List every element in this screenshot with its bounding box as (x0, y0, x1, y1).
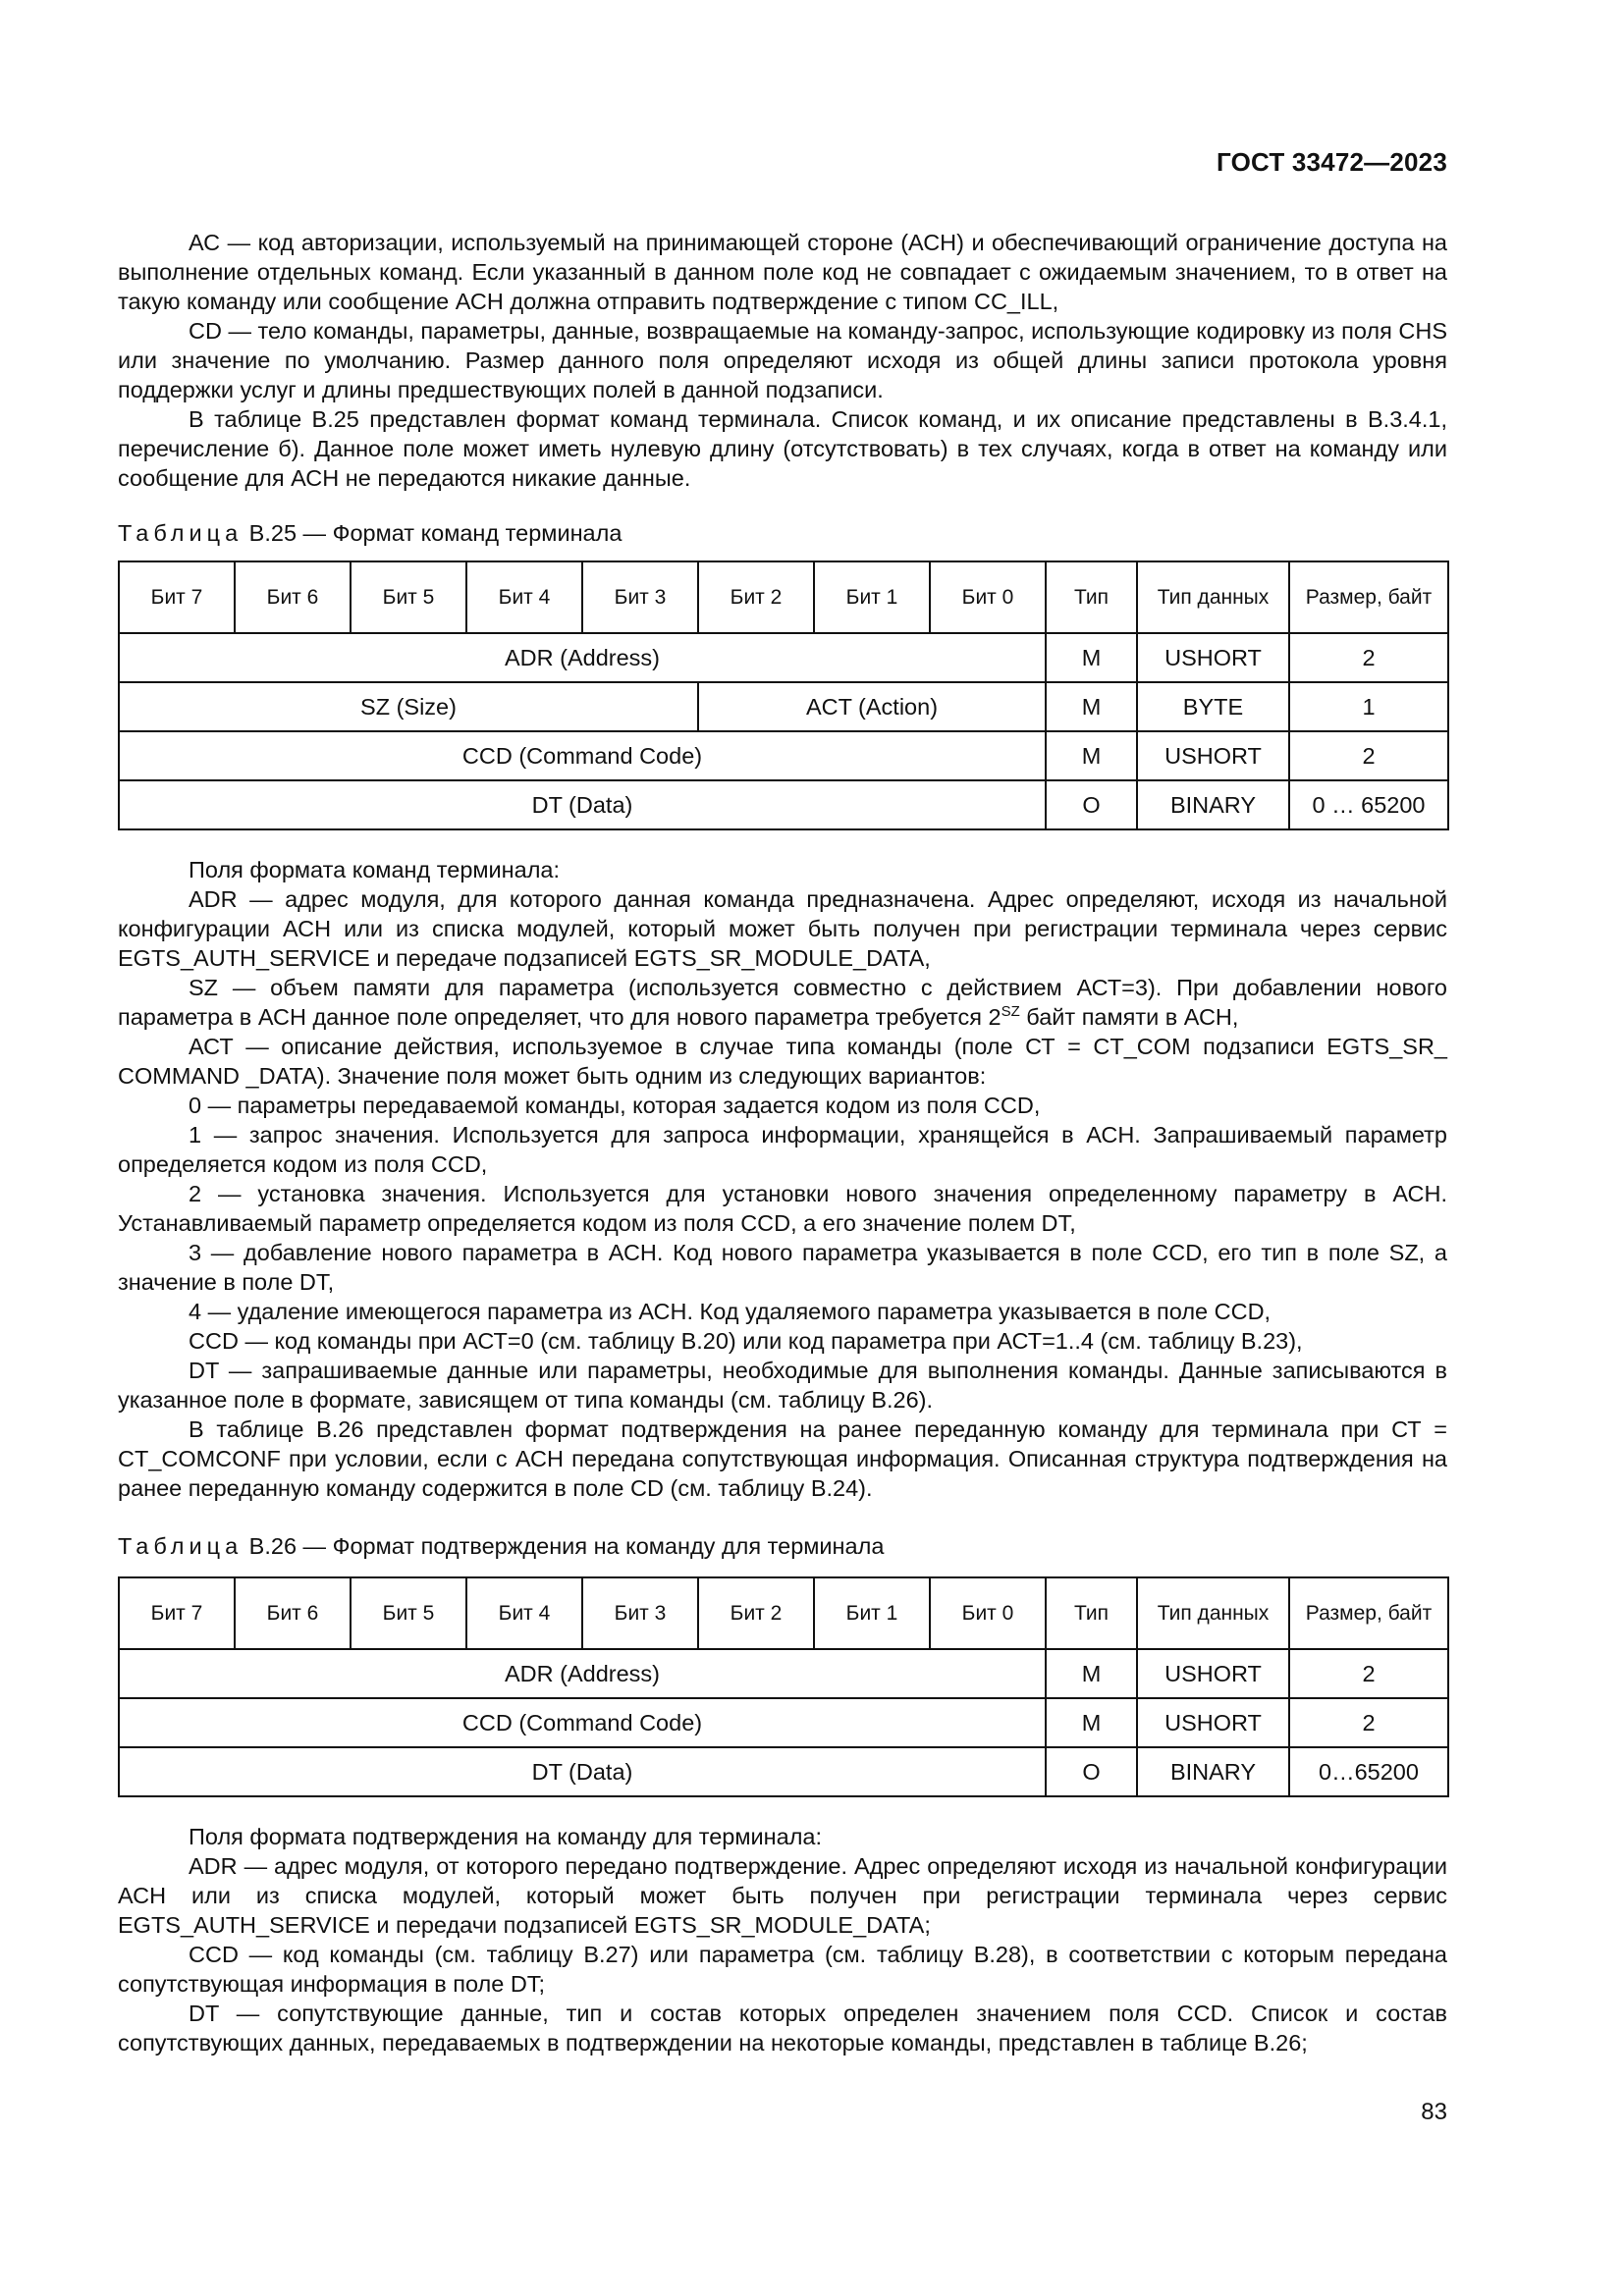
size-cell: 2 (1289, 1649, 1448, 1698)
table-b25 (118, 561, 1449, 830)
paragraph: 2 — установка значения. Используется для установки нового значения определенному параметру в АСН. Устанавливаемый параметр определяется кодом из поля CCD, а его значение полем DT, (118, 1181, 1447, 1236)
header-cell: Бит 3 (582, 1577, 698, 1649)
field-cell: ACT (Action) (698, 682, 1046, 731)
data-type-cell: BINARY (1137, 1747, 1289, 1796)
table-row (119, 1698, 1448, 1747)
header-cell: Бит 0 (930, 561, 1046, 633)
type-cell: O (1046, 780, 1137, 829)
header-cell: Размер, байт (1289, 1577, 1448, 1649)
paragraph: В таблице В.25 представлен формат команд терминала. Список команд, и их описание представлены в В.3.4.1, перечисление б). Данное поле может иметь нулевую длину (отсутствовать) в тех случаях, когда в ответ на команду или сообщение для АСН не передаются никакие данные. (118, 406, 1447, 491)
caption-prefix: Таблица (118, 520, 244, 546)
table-row (119, 633, 1448, 682)
table-row (119, 780, 1448, 829)
field-cell: DT (Data) (119, 1747, 1046, 1796)
header-cell: Тип (1046, 561, 1137, 633)
table-b26-caption (118, 1533, 884, 1560)
header-cell: Тип (1046, 1577, 1137, 1649)
field-cell: CCD (Command Code) (119, 731, 1046, 780)
header-cell: Бит 4 (466, 561, 582, 633)
paragraph: CCD — код команды при АСТ=0 (см. таблицу В.20) или код параметра при АСТ=1..4 (см. таблицу В.23), (189, 1328, 1303, 1354)
caption-text: В.25 — Формат команд терминала (243, 520, 623, 546)
table-header-row (119, 561, 1448, 633)
table-row (119, 731, 1448, 780)
header-cell: Бит 1 (814, 561, 930, 633)
paragraph: 0 — параметры передаваемой команды, которая задается кодом из поля CCD, (189, 1093, 1041, 1118)
caption-text: В.26 — Формат подтверждения на команду для терминала (243, 1533, 885, 1559)
data-type-cell: BYTE (1137, 682, 1289, 731)
paragraph: В таблице В.26 представлен формат подтверждения на ранее переданную команду для терминала при СТ = CT_COMCONF при условии, если с АСН передана сопутствующая информация. Описанная структура подтверждения на ранее переданную команду содержится в поле CD (см. таблицу В.24). (118, 1416, 1447, 1501)
header-cell: Бит 3 (582, 561, 698, 633)
header-cell: Тип данных (1137, 1577, 1289, 1649)
field-cell: ADR (Address) (119, 1649, 1046, 1698)
field-cell: SZ (Size) (119, 682, 698, 731)
data-type-cell: USHORT (1137, 1649, 1289, 1698)
header-cell: Бит 2 (698, 561, 814, 633)
caption-prefix: Таблица (118, 1533, 244, 1559)
header-cell: Бит 7 (119, 561, 235, 633)
field-cell: ADR (Address) (119, 633, 1046, 682)
paragraph (118, 973, 1447, 1032)
header-cell: Бит 2 (698, 1577, 814, 1649)
size-cell: 2 (1289, 633, 1448, 682)
header-cell: Бит 1 (814, 1577, 930, 1649)
fields-b25-text (118, 855, 1447, 1503)
size-cell: 0 … 65200 (1289, 780, 1448, 829)
text-span: байт памяти в АСН, (1019, 1004, 1239, 1030)
header-cell: Бит 4 (466, 1577, 582, 1649)
paragraph: Поля формата подтверждения на команду для терминала: (189, 1824, 823, 1849)
table-header-row (119, 1577, 1448, 1649)
paragraph: АС — код авторизации, используемый на принимающей стороне (АСН) и обеспечивающий ограничение доступа на выполнение отдельных команд. Если указанный в данном поле код не совпадает с ожидаемым значением, то в ответ на такую команду или сообщение АСН должна отправить подтверждение с типом СС_ILL, (118, 230, 1447, 314)
text-span: SZ — объем памяти для параметра (используется совместно с действием АСТ=3). При добавлении нового параметра в АСН данное поле определяет, что для нового параметра требуется 2 (118, 975, 1447, 1030)
header-cell: Бит 6 (235, 1577, 351, 1649)
type-cell: M (1046, 682, 1137, 731)
fields-b26-text (118, 1822, 1447, 2057)
type-cell: M (1046, 731, 1137, 780)
field-cell: DT (Data) (119, 780, 1046, 829)
size-cell: 2 (1289, 1698, 1448, 1747)
paragraph: DT — сопутствующие данные, тип и состав которых определен значением поля CCD. Список и состав сопутствующих данных, передаваемых в подтверждении на некоторые команды, представлен в таблице В.26; (118, 2001, 1447, 2056)
paragraph: DT — запрашиваемые данные или параметры, необходимые для выполнения команды. Данные записываются в указанное поле в формате, зависящем от типа команды (см. таблицу В.26). (118, 1358, 1447, 1413)
paragraph: Поля формата команд терминала: (189, 857, 561, 882)
header-cell: Бит 7 (119, 1577, 235, 1649)
field-cell: CCD (Command Code) (119, 1698, 1046, 1747)
size-cell: 2 (1289, 731, 1448, 780)
table-row (119, 682, 1448, 731)
table-b26 (118, 1576, 1449, 1797)
paragraph: CCD — код команды (см. таблицу В.27) или параметра (см. таблицу В.28), в соответствии с которым передана сопутствующая информация в поле DT; (118, 1942, 1447, 1997)
header-cell: Бит 5 (351, 561, 466, 633)
table-row (119, 1747, 1448, 1796)
paragraph: 4 — удаление имеющегося параметра из АСН. Код удаляемого параметра указывается в поле CCD, (189, 1299, 1272, 1324)
table-row (119, 1649, 1448, 1698)
document-id: ГОСТ 33472—2023 (1217, 147, 1447, 177)
superscript: SZ (1001, 1003, 1020, 1021)
paragraph: CD — тело команды, параметры, данные, возвращаемые на команду-запрос, использующие кодировку из поля CHS или значение по умолчанию. Размер данного поля определяют исходя из общей длины записи протокола уровня поддержки услуг и длины предшествующих полей в данной подзаписи. (118, 318, 1447, 402)
size-cell: 0…65200 (1289, 1747, 1448, 1796)
type-cell: M (1046, 1649, 1137, 1698)
paragraph: 1 — запрос значения. Используется для запроса информации, хранящейся в АСН. Запрашиваемый параметр определяется кодом из поля CCD, (118, 1122, 1447, 1177)
header-cell: Тип данных (1137, 561, 1289, 633)
data-type-cell: USHORT (1137, 731, 1289, 780)
header-cell: Бит 6 (235, 561, 351, 633)
header-cell: Бит 5 (351, 1577, 466, 1649)
paragraph: АСТ — описание действия, используемое в случае типа команды (поле СТ = CT_COM подзаписи EGTS_SR_ COMMAND _DATA). Значение поля может быть одним из следующих вариантов: (118, 1034, 1447, 1089)
data-type-cell: BINARY (1137, 780, 1289, 829)
paragraph: ADR — адрес модуля, от которого передано подтверждение. Адрес определяют исходя из начальной конфигурации АСН или из списка модулей, который может быть получен при регистрации терминала через сервис EGTS_AUTH_SERVICE и передачи подзаписей EGTS_SR_MODULE_DATA; (118, 1853, 1447, 1938)
type-cell: M (1046, 1698, 1137, 1747)
data-type-cell: USHORT (1137, 633, 1289, 682)
page-number: 83 (1421, 2099, 1447, 2125)
intro-text (118, 228, 1447, 493)
type-cell: M (1046, 633, 1137, 682)
paragraph: ADR — адрес модуля, для которого данная команда предназначена. Адрес определяют, исходя из начальной конфигурации АСН или из списка модулей, который может быть получен при регистрации терминала через сервис EGTS_AUTH_SERVICE и передаче подзаписей EGTS_SR_MODULE_DATA, (118, 886, 1447, 971)
table-b25-caption (118, 520, 622, 547)
header-cell: Бит 0 (930, 1577, 1046, 1649)
type-cell: O (1046, 1747, 1137, 1796)
data-type-cell: USHORT (1137, 1698, 1289, 1747)
header-cell: Размер, байт (1289, 561, 1448, 633)
paragraph: 3 — добавление нового параметра в АСН. Код нового параметра указывается в поле CCD, его тип в поле SZ, а значение в поле DT, (118, 1240, 1447, 1295)
size-cell: 1 (1289, 682, 1448, 731)
